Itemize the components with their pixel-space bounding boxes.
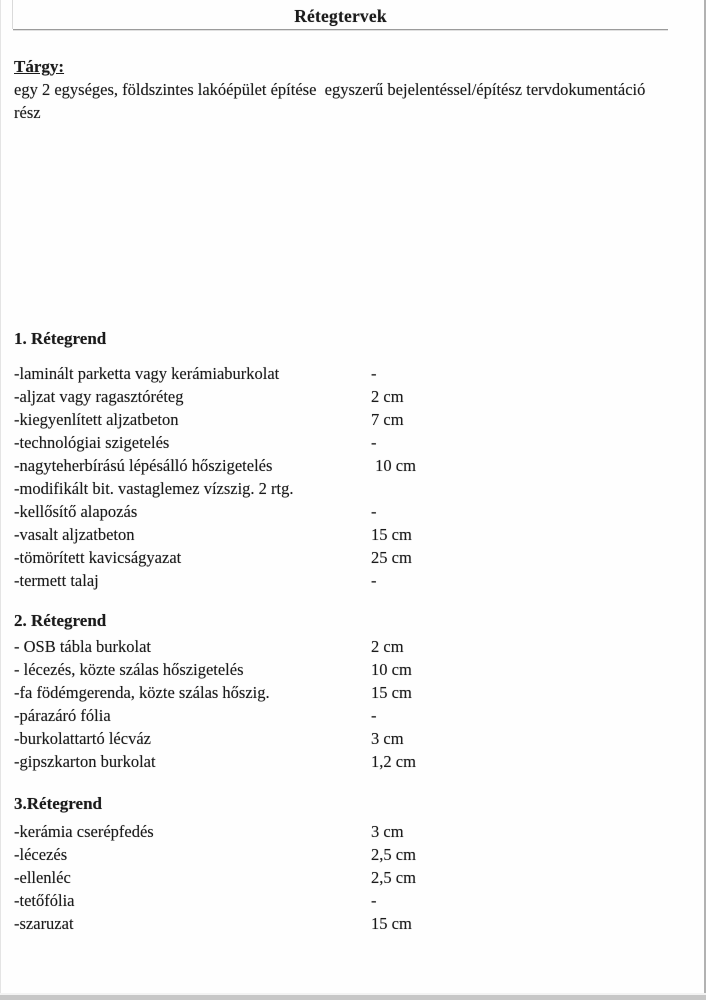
layer-label: - OSB tábla burkolat	[14, 637, 152, 656]
layer-rows	[14, 820, 669, 935]
layer-thickness-value: 7 cm	[371, 410, 404, 429]
layer-row	[14, 408, 669, 431]
layer-thickness-value: 15 cm	[371, 683, 412, 702]
layer-thickness-value: -	[371, 433, 377, 452]
section-heading: 1. Rétegrend	[14, 329, 107, 348]
layer-row	[14, 658, 669, 681]
layer-label: -vasalt aljzatbeton	[14, 525, 135, 544]
subject-label: Tárgy:	[14, 57, 65, 76]
layer-label: -kiegyenlített aljzatbeton	[14, 410, 179, 429]
layer-row	[14, 681, 669, 704]
layer-row	[14, 912, 669, 935]
layer-section	[14, 609, 669, 773]
layer-label: -termett talaj	[14, 571, 99, 590]
layer-row	[14, 500, 669, 523]
layer-row	[14, 477, 669, 500]
layer-row	[14, 820, 669, 843]
layer-thickness-value: 2,5 cm	[371, 845, 416, 864]
section-heading: 2. Rétegrend	[14, 611, 107, 630]
layer-row	[14, 546, 669, 569]
layer-thickness-value: 3 cm	[371, 729, 404, 748]
subject-block	[14, 55, 666, 124]
layer-thickness-value: 2,5 cm	[371, 868, 416, 887]
layer-section	[14, 792, 669, 935]
layer-thickness-value: 15 cm	[371, 525, 412, 544]
layer-label: -szaruzat	[14, 914, 74, 933]
layer-rows	[14, 362, 669, 592]
layer-thickness-value: -	[371, 706, 377, 725]
layer-label: -ellenléc	[14, 868, 71, 887]
layer-section	[14, 327, 669, 592]
layer-thickness-value: -	[371, 502, 377, 521]
document-header	[13, 0, 668, 27]
layer-row	[14, 889, 669, 912]
layer-thickness-value: -	[371, 364, 377, 383]
layer-row	[14, 635, 669, 658]
layer-row	[14, 727, 669, 750]
layer-thickness-value: 2 cm	[371, 637, 404, 656]
layer-label: -laminált parketta vagy kerámiaburkolat	[14, 364, 280, 383]
layer-row	[14, 454, 669, 477]
layer-label: -modifikált bit. vastaglemez vízszig. 2 rtg.	[14, 479, 294, 498]
layer-thickness-value: 15 cm	[371, 914, 412, 933]
scan-bottom-edge	[0, 993, 706, 1000]
layer-label: -fa födémgerenda, közte szálas hőszig.	[14, 683, 270, 702]
layer-label: -tetőfólia	[14, 891, 75, 910]
scan-left-edge	[0, 0, 1, 1000]
layer-label: -párazáró fólia	[14, 706, 111, 725]
layer-label: -nagyteherbírású lépésálló hőszigetelés	[14, 456, 273, 475]
layer-thickness-value: 2 cm	[371, 387, 404, 406]
layer-row	[14, 431, 669, 454]
layer-row	[14, 523, 669, 546]
layer-thickness-value: 1,2 cm	[371, 752, 416, 771]
layer-label: -burkolattartó lécváz	[14, 729, 151, 748]
layer-label: -technológiai szigetelés	[14, 433, 170, 452]
header-divider-rule	[13, 29, 668, 31]
layer-thickness-value: 10 cm	[371, 456, 416, 475]
layer-label: -tömörített kavicságyazat	[14, 548, 182, 567]
layer-thickness-value: -	[371, 891, 377, 910]
layer-label: -gipszkarton burkolat	[14, 752, 156, 771]
layer-row	[14, 750, 669, 773]
layer-row	[14, 866, 669, 889]
layer-row	[14, 385, 669, 408]
layer-label: -kerámia cserépfedés	[14, 822, 154, 841]
layer-label: -aljzat vagy ragasztóréteg	[14, 387, 184, 406]
layer-thickness-value: 10 cm	[371, 660, 412, 679]
layer-rows	[14, 635, 669, 773]
layer-label: -lécezés	[14, 845, 68, 864]
layer-thickness-value: 25 cm	[371, 548, 412, 567]
layer-row	[14, 362, 669, 385]
subject-text: egy 2 egységes, földszintes lakóépület építése egyszerű bejelentéssel/építész tervdokumentáció rész	[14, 80, 650, 122]
layer-label: -kellősítő alapozás	[14, 502, 138, 521]
layer-row	[14, 843, 669, 866]
layer-thickness-value: -	[371, 571, 377, 590]
layer-thickness-value: 3 cm	[371, 822, 404, 841]
section-heading: 3.Rétegrend	[14, 794, 102, 813]
page-title: Rétegtervek	[294, 6, 387, 26]
layer-row	[14, 704, 669, 727]
layer-row	[14, 569, 669, 592]
layer-label: - lécezés, közte szálas hőszigetelés	[14, 660, 244, 679]
